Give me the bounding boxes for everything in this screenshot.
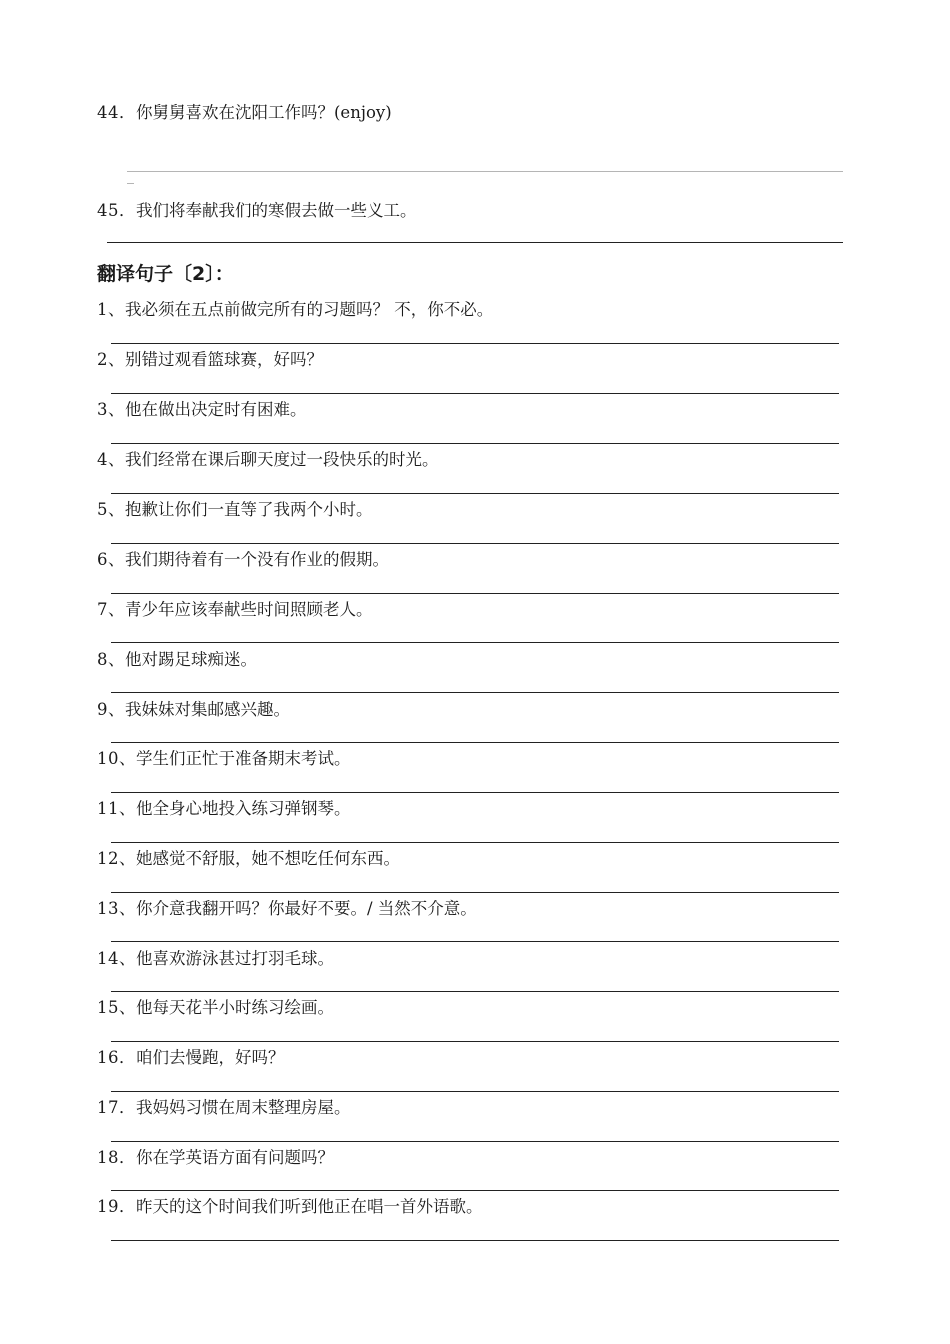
question-text: 抱歉让你们一直等了我两个小时。 <box>125 500 373 519</box>
question-number: 4、 <box>97 450 125 469</box>
question-12 <box>97 849 400 869</box>
answer-line-15[interactable] <box>111 1041 839 1042</box>
question-number: 2、 <box>97 350 125 369</box>
question-text: 他喜欢游泳甚过打羽毛球。 <box>136 949 334 968</box>
question-number: 3、 <box>97 400 125 419</box>
question-19 <box>97 1197 483 1217</box>
question-3 <box>97 400 307 420</box>
question-text: 她感觉不舒服，她不想吃任何东西。 <box>136 849 400 868</box>
answer-line-18[interactable] <box>111 1190 839 1191</box>
question-5 <box>97 500 373 520</box>
question-text: 学生们正忙于准备期末考试。 <box>136 749 351 768</box>
question-text: 他每天花半小时练习绘画。 <box>136 998 334 1017</box>
question-18 <box>97 1148 334 1168</box>
question-text: 他全身心地投入练习弹钢琴。 <box>136 799 351 818</box>
answer-line-8[interactable] <box>111 692 839 693</box>
question-number: 7、 <box>97 600 125 619</box>
question-number: 45． <box>97 201 136 220</box>
question-number: 6、 <box>97 550 125 569</box>
answer-line-14[interactable] <box>111 991 839 992</box>
question-number: 15、 <box>97 998 136 1017</box>
question-text: 他对踢足球痴迷。 <box>125 650 257 669</box>
question-13 <box>97 899 477 919</box>
question-number: 8、 <box>97 650 125 669</box>
question-16 <box>97 1048 285 1068</box>
answer-line-16[interactable] <box>111 1091 839 1092</box>
question-number: 14、 <box>97 949 136 968</box>
answer-line-19[interactable] <box>111 1240 839 1241</box>
question-44 <box>97 103 392 123</box>
question-number: 13、 <box>97 899 136 918</box>
question-8 <box>97 650 257 670</box>
answer-line-12[interactable] <box>111 892 839 893</box>
question-number: 5、 <box>97 500 125 519</box>
question-text: 昨天的这个时间我们听到他正在唱一首外语歌。 <box>136 1197 483 1216</box>
question-text: 我妹妹对集邮感兴趣。 <box>125 700 290 719</box>
question-9 <box>97 700 290 720</box>
answer-line-9[interactable] <box>111 742 839 743</box>
question-text: 青少年应该奉献些时间照顾老人。 <box>125 600 373 619</box>
question-number: 17． <box>97 1098 136 1117</box>
question-text: 我们期待着有一个没有作业的假期。 <box>125 550 389 569</box>
question-45 <box>97 201 417 221</box>
question-number: 10、 <box>97 749 136 768</box>
answer-line-6[interactable] <box>111 593 839 594</box>
answer-line-2[interactable] <box>111 393 839 394</box>
question-text: 你介意我翻开吗？你最好不要。/ 当然不介意。 <box>136 899 477 918</box>
answer-line-11[interactable] <box>111 842 839 843</box>
answer-line-3[interactable] <box>111 443 839 444</box>
question-17 <box>97 1098 351 1118</box>
question-number: 1、 <box>97 300 125 319</box>
question-text: 你舅舅喜欢在沈阳工作吗？(enjoy) <box>136 103 392 122</box>
question-text: 我们将奉献我们的寒假去做一些义工。 <box>136 201 417 220</box>
question-text: 别错过观看篮球赛，好吗？ <box>125 350 323 369</box>
question-2 <box>97 350 323 370</box>
question-number: 11、 <box>97 799 136 818</box>
question-14 <box>97 949 334 969</box>
question-7 <box>97 600 373 620</box>
question-text: 他在做出决定时有困难。 <box>125 400 307 419</box>
question-number: 16． <box>97 1048 136 1067</box>
question-number: 9、 <box>97 700 125 719</box>
question-6 <box>97 550 389 570</box>
question-4 <box>97 450 439 470</box>
answer-line-17[interactable] <box>111 1141 839 1142</box>
answer-line-44[interactable] <box>127 171 843 172</box>
answer-line-7[interactable] <box>111 642 839 643</box>
question-10 <box>97 749 351 769</box>
answer-line-4[interactable] <box>111 493 839 494</box>
question-number: 12、 <box>97 849 136 868</box>
question-text: 我必须在五点前做完所有的习题吗？ 不，你不必。 <box>125 300 494 319</box>
question-number: 44． <box>97 103 136 122</box>
question-text: 你在学英语方面有问题吗？ <box>136 1148 334 1167</box>
section-heading: 翻译句子〔2〕： <box>97 263 234 285</box>
answer-line-10[interactable] <box>111 792 839 793</box>
answer-line-mark <box>127 183 134 184</box>
question-15 <box>97 998 334 1018</box>
question-number: 19． <box>97 1197 136 1216</box>
question-number: 18． <box>97 1148 136 1167</box>
question-text: 我妈妈习惯在周末整理房屋。 <box>136 1098 351 1117</box>
answer-line-5[interactable] <box>111 543 839 544</box>
answer-line-1[interactable] <box>111 343 839 344</box>
answer-line-45[interactable] <box>107 242 843 243</box>
answer-line-13[interactable] <box>111 941 839 942</box>
question-1 <box>97 300 493 320</box>
question-11 <box>97 799 351 819</box>
question-text: 咱们去慢跑，好吗？ <box>136 1048 285 1067</box>
question-text: 我们经常在课后聊天度过一段快乐的时光。 <box>125 450 439 469</box>
